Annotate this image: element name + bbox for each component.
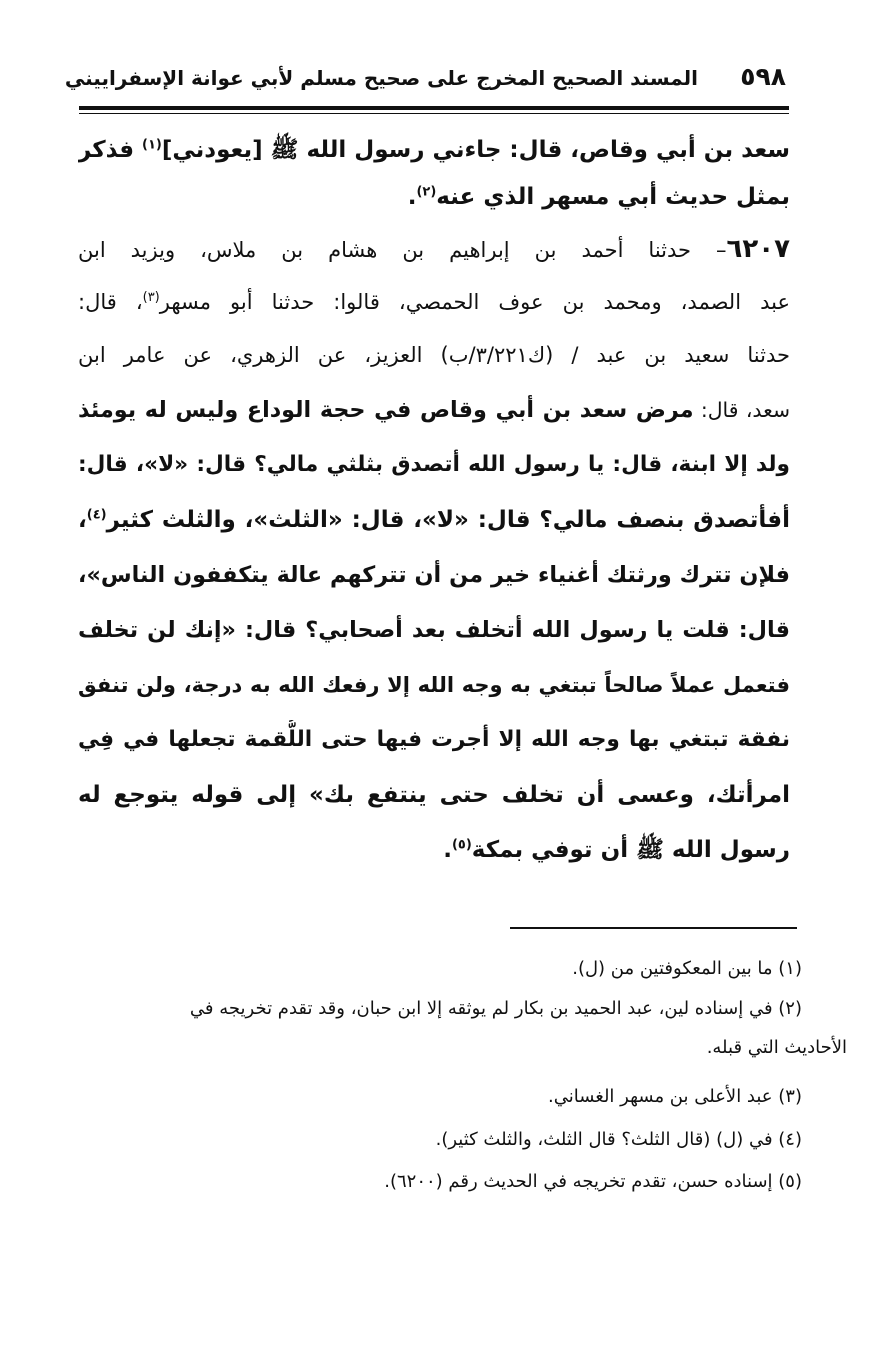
footnote-1: (١) ما بين المعكوفتين من (ل).: [572, 958, 802, 979]
text-line-11: [78, 665, 790, 705]
text-span: عبد الصمد، ومحمد بن عوف الحمصي، قالوا: حدثنا أبو مسهر: [159, 290, 790, 314]
text-line-2: [78, 177, 790, 217]
footnote-4: (٤) في (ل) (قال الثلث؟ قال الثلث، والثلث كثير).: [435, 1129, 802, 1150]
footnote-5: (٥) إسناده حسن، تقدم تخريجه في الحديث رقم (٦٢٠٠).: [384, 1171, 802, 1192]
text-line-8: [78, 500, 790, 540]
text-span: فلإن تترك ورثتك أغنياء خير من أن تتركهم عالة يتكففون الناس»،: [78, 562, 790, 588]
text-line-3: [78, 229, 790, 269]
footnote-2: (٢) في إسناده لين، عبد الحميد بن بكار لم يوثقه إلا ابن حبان، وقد تقدم تخريجه في: [189, 998, 802, 1019]
text-span: فتعمل عملاً صالحاً تبتغي به وجه الله إلا رفعك الله به درجة، ولن تنفق: [78, 673, 790, 697]
text-span: .: [407, 184, 417, 210]
text-line-1: [78, 130, 790, 170]
text-span: فذكر: [78, 137, 143, 163]
footnote-2-continued: الأحاديث التي قبله.: [706, 1037, 847, 1058]
running-title: المسند الصحيح المخرج على صحيح مسلم لأبي عوانة الإسفراييني: [64, 66, 698, 90]
text-span: أفأتصدق بنصف مالي؟ قال: «لا»، قال: «الثلث»، والثلث كثير: [106, 507, 790, 533]
footnote-ref: (٤): [86, 507, 107, 523]
text-line-9: [78, 555, 790, 595]
text-span: مرض سعد بن أبي وقاص في حجة الوداع وليس له يومئذ: [78, 397, 694, 423]
text-line-4: [78, 282, 790, 322]
text-line-12: [78, 720, 790, 760]
footnote-ref: (٥): [451, 837, 472, 853]
footnote-ref: (٢): [416, 184, 437, 200]
text-line-7: [78, 445, 790, 485]
text-line-10: [78, 610, 790, 650]
text-span: رسول الله ﷺ أن توفي بمكة: [471, 837, 790, 863]
text-line-6: [78, 390, 790, 430]
hadith-number: ٦٢٠٧: [726, 234, 790, 264]
text-span: ولد إلا ابنة، قال: يا رسول الله أتصدق بثلثي مالي؟ قال: «لا»، قال:: [78, 452, 790, 477]
page-number: ٥٩٨: [740, 62, 786, 91]
footnote-3: (٣) عبد الأعلى بن مسهر الغساني.: [547, 1086, 802, 1107]
text-span: ، قال:: [78, 290, 143, 314]
text-span: سعد، قال:: [693, 398, 790, 422]
page-header: [64, 60, 790, 100]
text-span: سعد بن أبي وقاص، قال: جاءني رسول الله ﷺ [يعودني]: [161, 137, 790, 163]
footnote-ref: (٣): [142, 290, 160, 305]
text-span: امرأتك، وعسى أن تخلف حتى ينتفع بك» إلى قوله يتوجع له: [78, 782, 790, 808]
header-rule-thick: [79, 106, 789, 110]
text-line-5: [78, 335, 790, 375]
header-rule-thin: [79, 113, 789, 114]
text-span: نفقة تبتغي بها وجه الله إلا أجرت فيها حتى اللُّقمة تجعلها في فِي: [78, 727, 790, 752]
text-span: .: [443, 837, 452, 863]
text-span: قال: قلت يا رسول الله أتخلف بعد أصحابي؟ قال: «إنك لن تخلف: [78, 617, 790, 643]
text-line-14: [78, 830, 790, 870]
text-span: – حدثنا أحمد بن إبراهيم بن هشام بن ملاس، ويزيد ابن: [78, 238, 727, 262]
footnote-ref: (١): [142, 137, 162, 153]
text-line-13: [78, 775, 790, 815]
footnote-separator: [510, 927, 797, 929]
text-span: بمثل حديث أبي مسهر الذي عنه: [436, 184, 790, 210]
text-span: حدثنا سعيد بن عبد / (ك٣/٢٢١/ب) العزيز، عن الزهري، عن عامر ابن: [78, 343, 790, 367]
text-span: ،: [78, 507, 87, 533]
